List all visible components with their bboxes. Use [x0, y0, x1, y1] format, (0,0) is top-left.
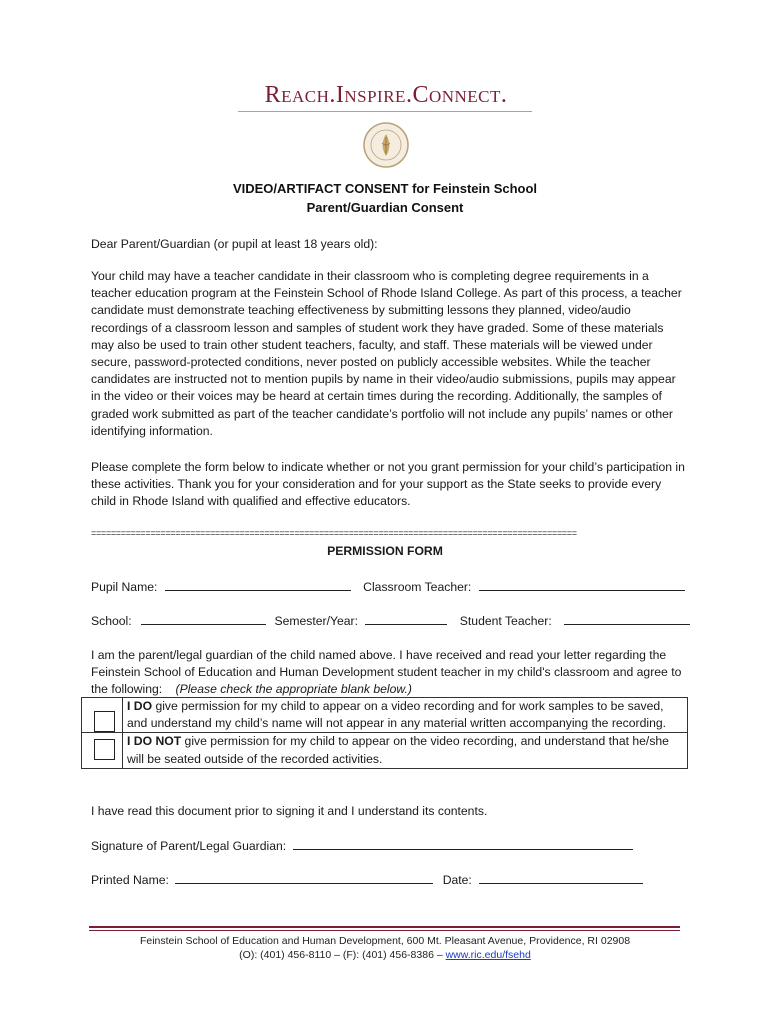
- footer-divider: [89, 926, 680, 928]
- printed-name-label: Printed Name:: [91, 873, 169, 887]
- option-row-no: [82, 733, 688, 768]
- footer-website-link[interactable]: www.ric.edu/fsehd: [445, 949, 531, 961]
- document-subtitle: Parent/Guardian Consent: [306, 200, 464, 215]
- signature-row: [91, 837, 633, 853]
- permission-form-title: PERMISSION FORM: [327, 544, 443, 558]
- guardian-statement-text: I am the parent/legal guardian of the child named above. I have received and read your letter regarding the Feinstein School of Education and Human Development student teacher in my child's classroom and agree to the following:: [91, 648, 682, 697]
- option-yes-box-cell: [82, 698, 123, 733]
- permission-options-table: [81, 697, 688, 769]
- guardian-statement: [91, 647, 687, 699]
- pupil-teacher-row: [91, 578, 685, 594]
- pupil-name-label: Pupil Name:: [91, 580, 158, 594]
- pupil-name-field[interactable]: [165, 578, 351, 591]
- option-no-text-cell: [123, 733, 688, 768]
- semester-year-label: Semester/Year:: [274, 614, 358, 628]
- option-yes-checkbox[interactable]: [94, 711, 115, 732]
- footer-address: Feinstein School of Education and Human Development, 600 Mt. Pleasant Avenue, Providence, RI 02908: [139, 935, 631, 947]
- student-teacher-label: Student Teacher:: [459, 614, 552, 628]
- signature-label: Signature of Parent/Legal Guardian:: [91, 839, 287, 853]
- printed-name-row: [91, 871, 643, 887]
- option-no-text: give permission for my child to appear on the video recording, and understand that he/she will be seated outside of the recorded activities.: [127, 734, 669, 766]
- school-field[interactable]: [141, 612, 266, 625]
- option-no-box-cell: [82, 733, 123, 768]
- college-seal-icon: [362, 121, 410, 169]
- printed-name-field[interactable]: [175, 871, 433, 884]
- option-yes-label: I DO: [127, 699, 153, 713]
- acknowledgement: I have read this document prior to signing it and I understand its contents.: [91, 804, 488, 818]
- letter-paragraph-1: Your child may have a teacher candidate in their classroom who is completing degree requirements in a teacher education program at the Feinstein School of Rhode Island College. As part of this process, a teacher candidate must demonstrate teaching effectiveness by submitting lessons they planned, video/audio recordings of a classroom lesson and samples of student work they have graded. Some of these materials may also be used to train other student teachers, faculty, and staff. These materials will be viewed under secure, password-protected conditions, never posted on publicly accessible websites. While the teacher candidates are instructed not to mention pupils by name in their video/audio submissions, pupils may appear in the video or their voices may be heard at certain times during the recording. Additionally, the samples of graded work submitted as part of the teacher candidate’s portfolio will not include any pupils’ names or other identifying information.: [91, 269, 682, 438]
- date-label: Date:: [442, 873, 472, 887]
- letter-paragraph-2: Please complete the form below to indicate whether or not you grant permission for your child’s participation in these activities. Thank you for your consideration and for your support as the State seeks to provide every child in Rhode Island with qualified and effective educators.: [91, 460, 685, 509]
- tagline-divider: [238, 111, 532, 112]
- signature-field[interactable]: [293, 837, 633, 850]
- option-yes-text: give permission for my child to appear on a video recording and for work samples to be saved, and understand my child’s name will not appear in any material written accompanying the recording.: [127, 699, 667, 731]
- option-no-label: I DO NOT: [127, 734, 182, 749]
- classroom-teacher-label: Classroom Teacher:: [363, 580, 472, 594]
- school-semester-row: [91, 612, 690, 628]
- option-row-yes: [82, 698, 688, 733]
- document-title: VIDEO/ARTIFACT CONSENT for Feinstein School: [232, 181, 538, 196]
- school-label: School:: [91, 614, 132, 628]
- footer-phone-fax: (O): (401) 456-8110 – (F): (401) 456-8386 –: [239, 949, 446, 961]
- greeting: Dear Parent/Guardian (or pupil at least 18 years old):: [91, 237, 378, 251]
- footer-divider-thin: [89, 930, 680, 931]
- option-yes-text-cell: [123, 698, 688, 733]
- student-teacher-field[interactable]: [564, 612, 690, 625]
- section-separator: ==================================================================================================: [91, 528, 577, 538]
- classroom-teacher-field[interactable]: [479, 578, 685, 591]
- statement-note: (Please check the appropriate blank below.): [175, 682, 412, 697]
- semester-year-field[interactable]: [365, 612, 447, 625]
- date-field[interactable]: [479, 871, 643, 884]
- option-no-checkbox[interactable]: [94, 739, 115, 760]
- tagline: Reach.Inspire.Connect.: [264, 82, 508, 108]
- footer-contact: [0, 949, 770, 961]
